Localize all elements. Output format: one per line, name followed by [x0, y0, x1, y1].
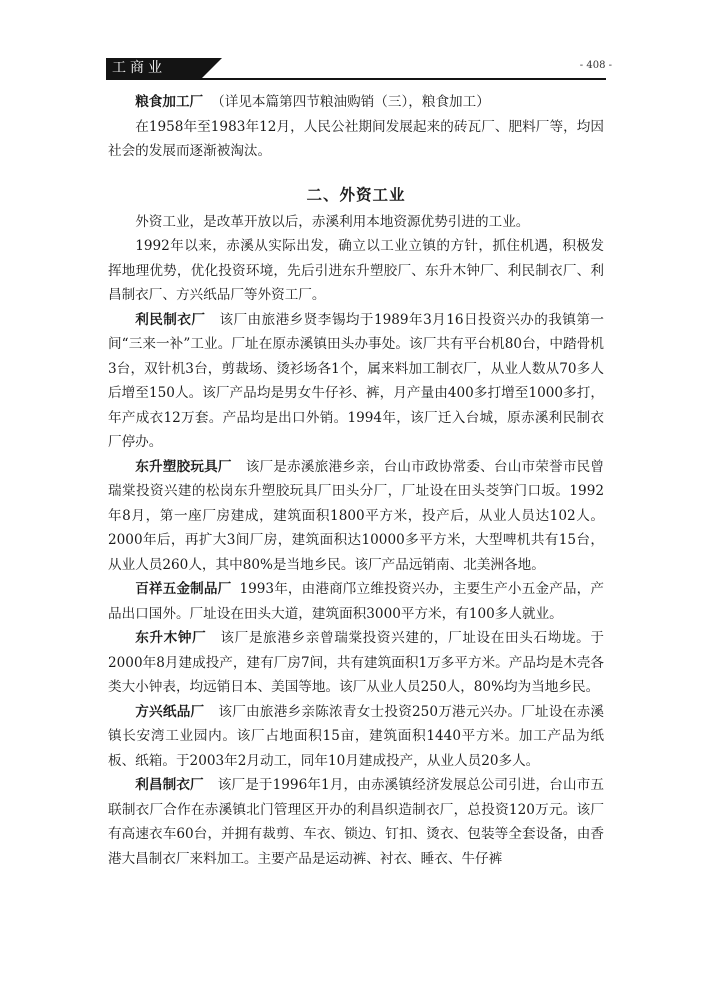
entry-text: 该厂是赤溪旅港乡亲，台山市政协常委、台山市荣誉市民曾瑞棠投资兴建的松岗东升塑胶玩具厂田头分厂，厂址设在田头茭笋门口坂。1992年8月，第一座厂房建成，建筑面积1800平方米，投产后，从业人员达102人。2000年后，再扩大3间厂房，建筑面积达10000多平方米，大型啤机共有15台，从业人员260人，其中80%是当地乡民。该厂产品远销南、北美洲各地。 [108, 458, 605, 573]
entry-text: 该厂由旅港乡亲陈浓青女士投资250万港元兴办。厂址设在赤溪镇长安湾工业园内。该厂占地面积15亩，建筑面积1440平方米。加工产品为纸板、纸箱。于2003年2月动工，同年10月建成投产，从业人员20多人。 [108, 703, 604, 769]
paragraph: 外资工业，是改革开放以后，赤溪利用本地资源优势引进的工业。 [135, 213, 530, 230]
entry-name: 方兴纸品厂 [135, 703, 205, 720]
entry-name: 东升塑胶玩具厂 [135, 458, 232, 475]
entry-text: 该厂由旅港乡贤李锡均于1989年3月16日投资兴办的我镇第一间“三来一补”工业。厂址在原赤溪镇田头办事处。该厂共有平台机80台，中踏骨机3台，双针机3台，剪裁场、烫衫场各1个，属来料加工制衣厂，从业人数从70多人后增至150人。该厂产品均是男女牛仔衫、裤，月产量由400多打增至1000多打，年产成衣12万套。产品均是出口外销。1994年，该厂迁入台城，原赤溪利民制衣厂停办。 [108, 311, 605, 450]
entry-text: 该厂是于1996年1月，由赤溪镇经济发展总公司引进，台山市五联制衣厂合作在赤溪镇北门管理区开办的利昌织造制衣厂，总投资120万元。该厂有高速衣车60台，并拥有裁剪、车衣、锁边、钉扣、烫衣、包装等全套设备，由香港大昌制衣厂来料加工。主要产品是运动裤、衬衣、睡衣、牛仔裤 [108, 777, 604, 867]
header-tab-tail [202, 58, 222, 78]
entry-name: 粮食加工厂 [135, 94, 204, 110]
entry-dongsheng-wood-clock [108, 626, 604, 700]
entry-text: 1993年，由港商邝立维投资兴办，主要生产小五金产品，产品出口国外。厂址设在田头大道，建筑面积3000平方米，有100多人就业。 [108, 581, 605, 622]
entry-name: 利民制衣厂 [135, 311, 206, 328]
entry-name: 东升木钟厂 [135, 630, 207, 646]
entry-name: 利昌制衣厂 [135, 777, 204, 793]
entry-name: 百祥五金制品厂 [135, 581, 232, 597]
paragraph: 1992年以来，赤溪从实际出发，确立以工业立镇的方针，抓住机遇，积极发挥地理优势，优化投资环境，先后引进东升塑胶厂、东升木钟厂、利民制衣厂、利昌制衣厂、方兴纸品厂等外资工厂。 [108, 238, 604, 303]
entry-lichang-garment [108, 773, 604, 871]
header-rule [106, 78, 606, 80]
page-number: - 408 - [579, 60, 612, 71]
entry-dongsheng-plastic-toys [108, 455, 604, 578]
intro-paragraph-grain-mill [108, 90, 604, 115]
entry-text: 该厂是旅港乡亲曾瑞棠投资兴建的，厂址设在田头石坳垅。于2000年8月建成投产，建有厂房7间，共有建筑面积1万多平方米。产品均是木壳各类大小钟表，均远销日本、美国等地。该厂从业人员250人，80%均为当地乡民。 [108, 630, 605, 695]
entry-limin-garment [108, 308, 604, 455]
section-heading: 二、外资工业 [306, 185, 406, 204]
section-title: 工商业 [112, 60, 166, 76]
entry-baixiang-hardware [108, 577, 604, 626]
entry-fangxing-paper [108, 700, 604, 774]
intro-paragraph-communes: 在1958年至1983年12月，人民公社期间发展起来的砖瓦厂、肥料厂等，均因社会的发展而逐渐被淘汰。 [108, 118, 604, 159]
page-body [108, 90, 604, 871]
entry-text: （详见本篇第四节粮油购销（三），粮食加工） [211, 94, 490, 110]
